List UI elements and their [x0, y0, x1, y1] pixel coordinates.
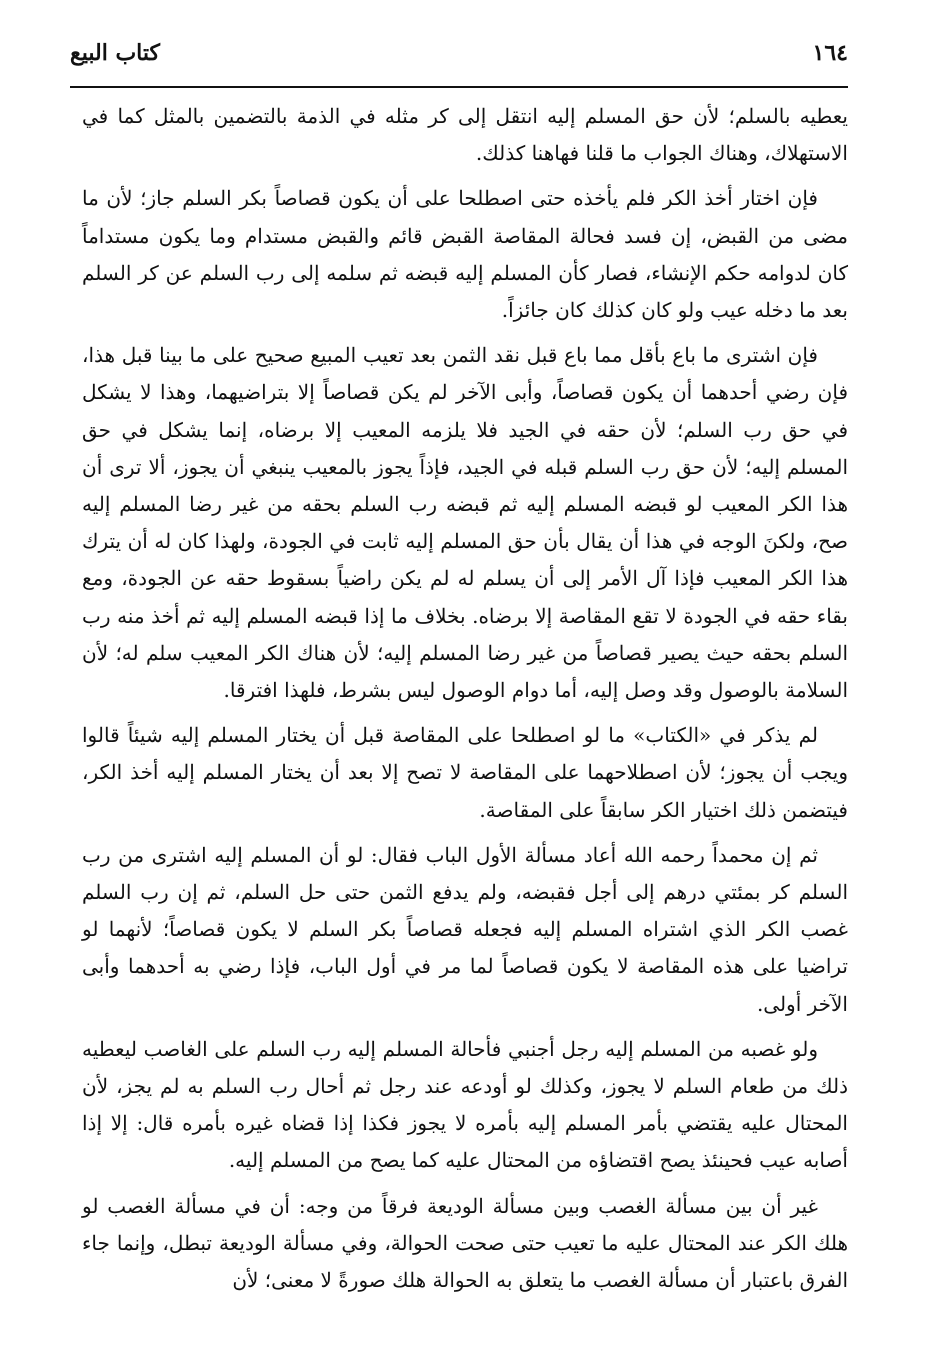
paragraph: ثم إن محمداً رحمه الله أعاد مسألة الأول الباب فقال: لو أن المسلم إليه اشترى من رب السلم كر بمئتي درهم إلى أجل فقبضه، ولم يدفع الثمن حتى حل السلم، ثم إن رب السلم غصب الكر الذي اشتراه المسلم إليه فجعله قصاصاً بكر السلم لا يكون قصاصاً؛ لأنهما لو تراضيا على هذه المقاصة لا يكون قصاصاً لما مر في أول الباب، فإذا رضي به أحدهما وأبى الآخر أولى. [82, 842, 848, 1016]
paragraph: فإن اختار أخذ الكر فلم يأخذه حتى اصطلحا على أن يكون قصاصاً بكر السلم جاز؛ لأن ما مضى من القبض، إن فسد فحالة المقاصة القبض قائم والقبض مستدام وما يكون مستداماً كان لدوامه حكم الإنشاء، فصار كأن المسلم إليه قبضه ثم سلمه إلى رب السلم عن كر السلم بعد ما دخله عيب ولو كان كذلك كان جائزاً. [82, 186, 848, 323]
paragraph: فإن اشترى ما باع بأقل مما باع قبل نقد الثمن بعد تعيب المبيع صحيح على ما بينا قبل هذا، فإن رضي أحدهما أن يكون قصاصاً، وأبى الآخر لم يكن قصاصاً إلا بتراضيهما، وهذا لا يشكل في حق رب السلم؛ لأن حقه في الجيد فلا يلزمه المعيب إلا برضاه، إنما يشكل في حق المسلم إليه؛ لأن حق رب السلم قبله في الجيد، فإذاً يجوز بالمعيب ينبغي أن يجوز، ألا ترى أن هذا الكر المعيب لو قبضه المسلم إليه ثم قبضه رب السلم بحقه من غير رضا المسلم إليه صح، ولكنَ الوجه في هذا أن يقال بأن حق المسلم إليه ثابت في الجودة، ولهذا كان له أن يترك هذا الكر المعيب فإذا آل الأمر إلى أن يسلم له لم يكن راضياً بسقوط حقه عن الجودة، ومع بقاء حقه في الجودة لا تقع المقاصة إلا برضاه. بخلاف ما إذا قبضه المسلم إليه ثم أخذ منه رب السلم بحقه حيث يصير قصاصاً من غير رضا المسلم إليه؛ لأن هناك الكر المعيب سلم له؛ لأن السلامة بالوصول وقد وصل إليه، أما دوام الوصول ليس بشرط، فلهذا افترقا. [82, 343, 848, 703]
page-header [70, 36, 848, 88]
paragraph: غير أن بين مسألة الغصب وبين مسألة الوديعة فرقاً من وجه: أن في مسألة الغصب لو هلك الكر عند المحتال عليه ما تعيب حتى صحت الحوالة، وفي مسألة الوديعة تبطل، وإنما جاء الفرق باعتبار أن مسألة الغصب ما يتعلق به الحوالة هلك صورةً لا معنى؛ لأن [82, 1193, 849, 1293]
body-text [82, 98, 848, 1307]
header-rule [70, 86, 848, 88]
page-number: ١٦٤ [812, 40, 848, 66]
paragraph: لم يذكر في «الكتاب» ما لو اصطلحا على المقاصة قبل أن يختار المسلم إليه شيئاً قالوا ويجب أن يجوز؛ لأن اصطلاحهما على المقاصة لا تصح إلا بعد أن يختار المسلم إليه أخذ الكر، فيتضمن ذلك اختيار الكر سابقاً على المقاصة. [82, 723, 848, 822]
paragraph: ولو غصبه من المسلم إليه رجل أجنبي فأحالة المسلم إليه رب السلم على الغاصب ليعطيه ذلك من طعام السلم لا يجوز، وكذلك لو أودعه عند رجل ثم أحال رب السلم به لم يجز، لأن المحتال عليه يقتضي بأمر المسلم إليه بأمره لا يجوز فكذا إذا قضاه غيره بأمره قال: إلا إذا أصابه عيب فحينئذ يصح اقتضاؤه من المحتال عليه كما يصح من المسلم إليه. [82, 1036, 848, 1173]
running-title: كتاب البيع [70, 40, 160, 66]
paragraph: يعطيه بالسلم؛ لأن حق المسلم إليه انتقل إلى كر مثله في الذمة بالتضمين بالمثل كما في الاستهلاك، وهناك الجواب ما قلنا فهاهنا كذلك. [82, 104, 848, 166]
